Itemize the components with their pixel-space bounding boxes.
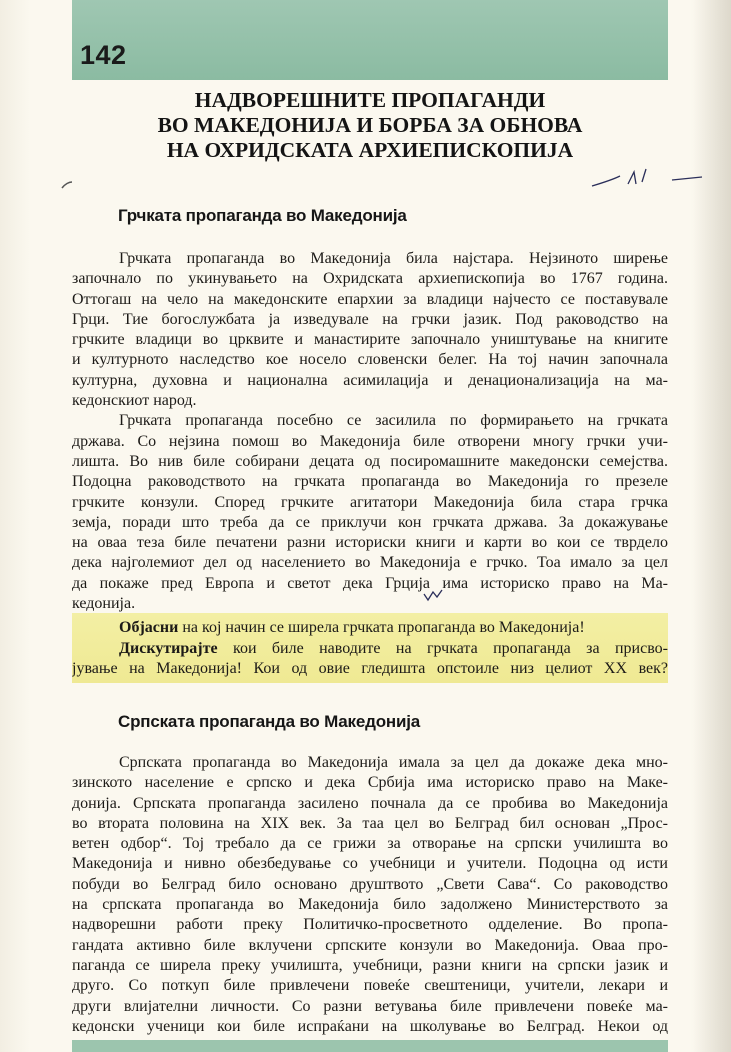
text-line: Грчката пропаганда во Македонија била најстара. Нејзиното ширење: [119, 250, 668, 267]
questions-text: [72, 618, 668, 680]
text-line: на српската пропаганда во Македонија било задолжено Министерството за: [72, 896, 668, 914]
text-line: Оттогаш на чело на македонските епархии за владици најчесто се поставувале: [72, 290, 668, 308]
question-1: [72, 618, 668, 639]
text-line: започнало по укинувањето на Охридската архиепископија во 1767 година.: [72, 270, 668, 288]
text-line: културна, духовна и национална асимилација и денационализација на ма-: [72, 371, 668, 389]
section-heading-greek-propaganda: Грчката пропаганда во Македонија: [118, 206, 407, 225]
text-line: и културното наследство кое носело словенски белег. На тој начин започнала: [72, 351, 668, 369]
question-text: на кој начин се ширела грчката пропаганда во Македонија!: [178, 619, 585, 636]
title-line: НА ОХРИДСКАТА АРХИЕПИСКОПИЈА: [166, 138, 574, 162]
text-line: паганда се ширела преку училишта, учебници, разни книги на српски јазик и: [72, 956, 668, 974]
section-body-serbian-propaganda: [72, 753, 668, 1037]
pen-dot-mark: [60, 180, 74, 190]
text-line: дека најголемиот дел од населението во Македонија е грчко. Тоа имало за цел: [72, 554, 668, 572]
text-line: на оваа теза биле печатени разни историски книги и карти во кои се тврдело: [72, 534, 668, 552]
text-line: лишта. Во нив биле собирани децата од посиромашните македонски семејства.: [72, 452, 668, 470]
text-line: земја, поради што треба да се приклучи кон грчката држава. За докажување: [72, 513, 668, 531]
text-line: кедонија.: [72, 595, 136, 613]
question-2-continued: јување на Македонија! Кои од овие гледишта опстоиле низ целиот XX век?: [72, 660, 668, 677]
text-line: други влијателни личности. Со разни ветувања биле привлечени повеќе ма-: [72, 997, 668, 1015]
question-text: кои биле наводите на грчката пропаганда за присво-: [217, 639, 668, 657]
section-heading-serbian-propaganda: Српската пропаганда во Македонија: [118, 712, 420, 731]
text-line: Српската пропаганда во Македонија имала за цел да докаже дека мно-: [119, 754, 668, 771]
text-line: да покаже пред Европа и светот дека Грција има историско право на Ма-: [72, 574, 668, 592]
title-line: ВО МАКЕДОНИЈА И БОРБА ЗА ОБНОВА: [157, 113, 583, 137]
pen-scribble-mark: [590, 166, 705, 190]
chapter-title: [72, 88, 668, 163]
text-line: кедонски ученици кои биле испраќани на школување во Белград. Некои од: [72, 1017, 668, 1035]
question-2: [72, 639, 668, 660]
text-line: Подоцна раководството на грчката пропаганда во Македонија го презеле: [72, 473, 668, 491]
section-body-greek-propaganda: [72, 249, 668, 614]
page-edge-shadow: [693, 0, 731, 1052]
text-line: гандата активно биле вклучени српските конзули во Македонија. Оваа про-: [72, 936, 668, 954]
question-keyword: Објасни: [119, 619, 179, 636]
text-line: во втората половина на XIX век. За таа цел во Белград бил основан „Прос-: [72, 814, 668, 832]
text-line: Грци. Тие богослужбата ја изведувале на грчки јазик. Под раководство на: [72, 310, 668, 328]
text-line: Грчката пропаганда посебно се засилила по формирањето на грчката: [119, 412, 668, 430]
text-line: Македонија и нивно обезбедување со учебници и учители. Подоцна од исти: [72, 855, 668, 873]
text-line: грчките конзули. Според грчките агитатори Македонија била стара грчка: [72, 493, 668, 511]
text-line: грчките владици во црквите и манастирите започнало уништување на книгите: [72, 331, 668, 349]
question-keyword: Дискутирајте: [119, 639, 218, 657]
text-line: зинското население е српско и дека Србија има историско право на Маке-: [72, 774, 668, 792]
title-line: НАДВОРЕШНИТЕ ПРОПАГАНДИ: [194, 88, 546, 112]
text-line: надворешни работи преку Политичко-просветното одделение. Во пропа-: [72, 916, 668, 934]
text-line: побуди во Белград било основано друштвото „Свети Сава“. Со раководство: [72, 875, 668, 893]
header-band: [72, 0, 668, 80]
text-line: кедонскиот народ.: [72, 392, 197, 410]
text-line: друго. Со поткуп биле привлечени повеќе свештеници, учители, лекари и: [72, 977, 668, 995]
page-number: 142: [80, 40, 127, 70]
text-line: држава. Со нејзина помош во Македонија биле отворени многу грчки учи-: [72, 432, 668, 450]
text-line: донија. Српската пропаганда засилено почнала да се пробива во Македонија: [72, 794, 668, 812]
text-line: ветен одбор“. Тој требало да се грижи за отворање на српски училишта во: [72, 835, 668, 853]
footer-band: [72, 1040, 668, 1052]
